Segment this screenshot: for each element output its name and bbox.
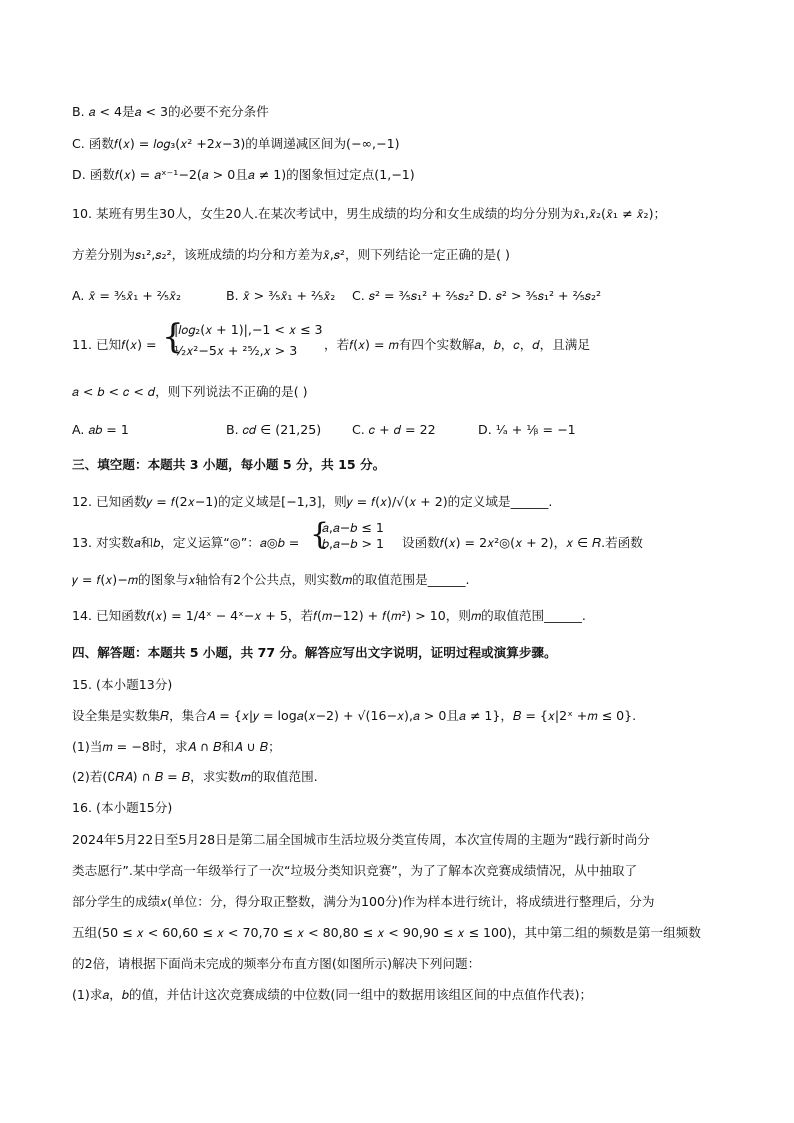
question-16-para-1: 2024年5月22日至5月28日是第二届全国城市生活垃圾分类宣传周，本次宣传周的主题为“践行新时尚分 xyxy=(72,832,650,847)
question-16-heading: 16. (本小题15分) xyxy=(72,800,173,815)
question-16-para-4: 五组(50 ≤ 𝑥 < 60,60 ≤ 𝑥 < 70,70 ≤ 𝑥 < 80,80 ≤ 𝑥 < 90,90 ≤ 𝑥 ≤ 100)，其中第二组的频数是第一组频数 xyxy=(72,925,701,940)
question-10-stem-2: 方差分别为𝑠₁²,𝑠₂²，该班成绩的均分和方差为𝑥̄,𝑠²，则下列结论一定正确的是( ) xyxy=(72,247,510,262)
question-16-para-2: 类志愿行”.某中学高一年级举行了一次“垃圾分类知识竞赛”，为了了解本次竞赛成绩情况，从中抽取了 xyxy=(72,863,638,878)
question-11-suffix: ，若𝑓(𝑥) = 𝑚有四个实数解𝑎，𝑏，𝑐，𝑑，且满足 xyxy=(324,337,590,352)
question-11-option-b: B. 𝑐𝑑 ∈ (21,25) xyxy=(226,422,322,437)
question-10-option-d: D. 𝑠² > ³⁄₅𝑠₁² + ²⁄₅𝑠₂² xyxy=(478,288,602,303)
operation-brace-icon: { xyxy=(310,517,330,552)
question-13-suffix: 设函数𝑓(𝑥) = 2𝑥²◎(𝑥 + 2)，𝑥 ∈ 𝑅.若函数 xyxy=(402,535,643,550)
question-11-option-d: D. ¹⁄ₐ + ¹⁄ᵦ = −1 xyxy=(478,422,576,437)
question-11-case-2: ½𝑥²−5𝑥 + ²⁵⁄₂,𝑥 > 3 xyxy=(174,343,298,358)
question-16-part-1: (1)求𝑎，𝑏的值，并估计这次竞赛成绩的中位数(同一组中的数据用该组区间的中点值作代表)； xyxy=(72,987,593,1002)
piecewise-brace-icon: { xyxy=(162,317,184,357)
question-13-case-1: 𝑎,𝑎−𝑏 ≤ 1 xyxy=(322,520,384,535)
question-10-option-b: B. 𝑥̄ > ³⁄₅𝑥̄₁ + ²⁄₅𝑥̄₂ xyxy=(226,288,336,303)
question-13-prefix: 13. 对实数𝑎和𝑏，定义运算“◎”：𝑎◎𝑏 = xyxy=(72,535,300,550)
question-10-option-a: A. 𝑥̄ = ³⁄₅𝑥̄₁ + ²⁄₅𝑥̄₂ xyxy=(72,288,182,303)
section-3-heading: 三、填空题：本题共 3 小题，每小题 5 分，共 15 分。 xyxy=(72,457,386,472)
question-11-prefix: 11. 已知𝑓(𝑥) = xyxy=(72,337,157,352)
question-16-para-3: 部分学生的成绩𝑥(单位：分，得分取正整数，满分为100分)作为样本进行统计，将成绩进行整理后，分为 xyxy=(72,894,655,909)
question-12: 12. 已知函数𝑦 = 𝑓(2𝑥−1)的定义域是[−1,3]，则𝑦 = 𝑓(𝑥)/√(𝑥 + 2)的定义域是______. xyxy=(72,494,553,509)
question-13-case-2: 𝑏,𝑎−𝑏 > 1 xyxy=(322,536,385,551)
question-16-para-5: 的2倍，请根据下面尚未完成的频率分布直方图(如图所示)解决下列问题： xyxy=(72,956,481,971)
question-10-stem: 10. 某班有男生30人，女生20人.在某次考试中，男生成绩的均分和女生成绩的均分分别为𝑥̄₁,𝑥̄₂(𝑥̄₁ ≠ 𝑥̄₂)； xyxy=(72,206,667,221)
question-11-stem-2: 𝑎 < 𝑏 < 𝑐 < 𝑑，则下列说法不正确的是( ) xyxy=(72,384,308,399)
option-b-line: B. 𝑎 < 4是𝑎 < 3的必要不充分条件 xyxy=(72,104,269,119)
question-11-option-a: A. 𝑎𝑏 = 1 xyxy=(72,422,129,437)
question-15-heading: 15. (本小题13分) xyxy=(72,677,173,692)
question-13-stem-2: 𝑦 = 𝑓(𝑥)−𝑚的图象与𝑥轴恰有2个公共点，则实数𝑚的取值范围是______. xyxy=(72,572,470,587)
question-10-option-c: C. 𝑠² = ³⁄₅𝑠₁² + ²⁄₅𝑠₂² xyxy=(352,288,475,303)
option-d-line: D. 函数𝑓(𝑥) = 𝑎ˣ⁻¹−2(𝑎 > 0且𝑎 ≠ 1)的图象恒过定点(1,−1) xyxy=(72,167,415,182)
question-15-part-2: (2)若(∁𝑅𝐴) ∩ 𝐵 = 𝐵，求实数𝑚的取值范围. xyxy=(72,769,318,784)
question-15-part-1: (1)当𝑚 = −8时，求𝐴 ∩ 𝐵和𝐴 ∪ 𝐵； xyxy=(72,739,281,754)
option-c-line: C. 函数𝑓(𝑥) = 𝑙𝑜𝑔₃(𝑥² +2𝑥−3)的单调递减区间为(−∞,−1) xyxy=(72,136,400,151)
question-11-option-c: C. 𝑐 + 𝑑 = 22 xyxy=(352,422,436,437)
question-14: 14. 已知函数𝑓(𝑥) = 1/4ˣ − 4ˣ−𝑥 + 5，若𝑓(𝑚−12) + 𝑓(𝑚²) > 10，则𝑚的取值范围______. xyxy=(72,608,586,623)
section-4-heading: 四、解答题：本题共 5 小题，共 77 分。解答应写出文字说明，证明过程或演算步骤。 xyxy=(72,645,557,660)
question-11-case-1: |𝑙𝑜𝑔₂(𝑥 + 1)|,−1 < 𝑥 ≤ 3 xyxy=(174,322,323,337)
question-15-stem: 设全集是实数集𝑅，集合𝐴 = {𝑥|𝑦 = log𝑎(𝑥−2) + √(16−𝑥),𝑎 > 0且𝑎 ≠ 1}，𝐵 = {𝑥|2ˣ +𝑚 ≤ 0}. xyxy=(72,708,637,723)
